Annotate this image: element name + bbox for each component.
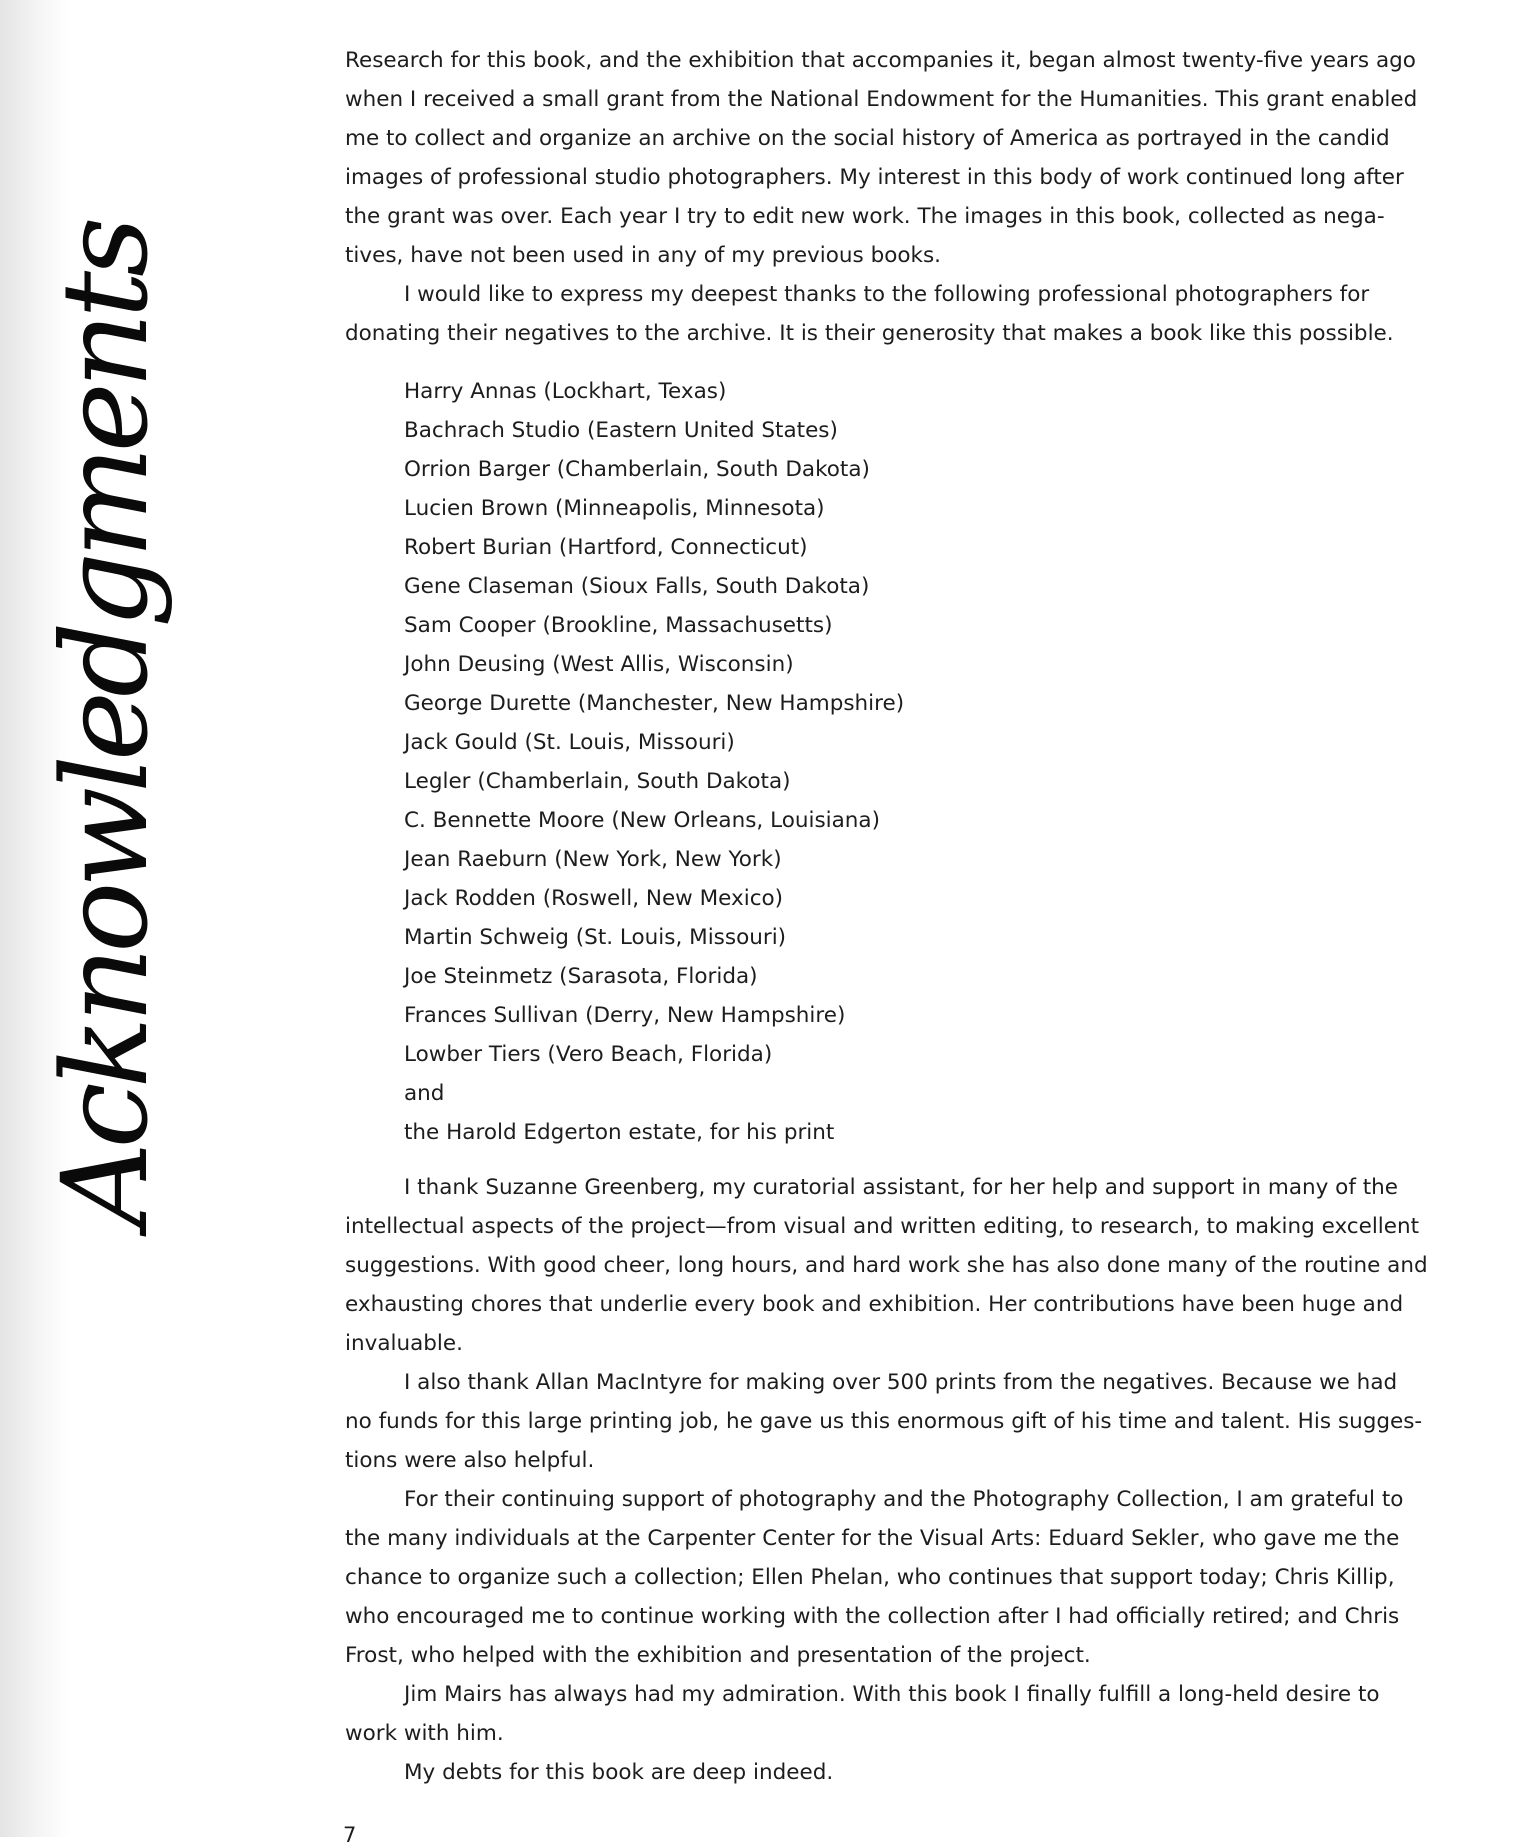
closing-line: suggestions. With good cheer, long hours, and hard work she has also done many of the routine and [345, 1253, 1428, 1278]
intro-line: Research for this book, and the exhibition that accompanies it, began almost twenty-five years ago [345, 48, 1416, 73]
photographer-item: Lucien Brown (Minneapolis, Minnesota) [404, 496, 825, 521]
closing-line: no funds for this large printing job, he gave us this enormous gift of his time and talent. His sugges- [345, 1409, 1423, 1434]
photographer-item: Sam Cooper (Brookline, Massachusetts) [404, 613, 833, 638]
closing-line: tions were also helpful. [345, 1448, 595, 1473]
closing-line: My debts for this book are deep indeed. [404, 1760, 834, 1785]
intro-line: when I received a small grant from the National Endowment for the Humanities. This grant enabled [345, 87, 1418, 112]
closing-line: I thank Suzanne Greenberg, my curatorial assistant, for her help and support in many of the [404, 1175, 1399, 1200]
photographer-item: Martin Schweig (St. Louis, Missouri) [404, 925, 787, 950]
page-number: 7 [343, 1823, 357, 1847]
closing-line: invaluable. [345, 1331, 463, 1356]
intro-line: I would like to express my deepest thanks to the following professional photographers for [404, 282, 1370, 307]
photographer-item: Jack Gould (St. Louis, Missouri) [404, 730, 735, 755]
closing-line: intellectual aspects of the project—from visual and written editing, to research, to making excellent [345, 1214, 1420, 1239]
closing-line: who encouraged me to continue working with the collection after I had officially retired; and Chris [345, 1604, 1400, 1629]
photographer-item: Orrion Barger (Chamberlain, South Dakota) [404, 457, 870, 482]
photographer-item: Gene Claseman (Sioux Falls, South Dakota) [404, 574, 870, 599]
photographer-item: John Deusing (West Allis, Wisconsin) [404, 652, 794, 677]
intro-line: me to collect and organize an archive on the social history of America as portrayed in the candid [345, 126, 1390, 151]
photographer-item: Legler (Chamberlain, South Dakota) [404, 769, 791, 794]
photographer-item: George Durette (Manchester, New Hampshire) [404, 691, 905, 716]
closing-line: the many individuals at the Carpenter Center for the Visual Arts: Eduard Sekler, who gave me the [345, 1526, 1400, 1551]
intro-line: donating their negatives to the archive. It is their generosity that makes a book like this possible. [345, 321, 1394, 346]
photographer-item: and [404, 1081, 445, 1106]
closing-line: chance to organize such a collection; Ellen Phelan, who continues that support today; Chris Killip, [345, 1565, 1395, 1590]
photographer-item: Harry Annas (Lockhart, Texas) [404, 379, 727, 404]
intro-line: tives, have not been used in any of my previous books. [345, 243, 942, 268]
intro-line: the grant was over. Each year I try to edit new work. The images in this book, collected as nega- [345, 204, 1385, 229]
photographer-item: Jean Raeburn (New York, New York) [404, 847, 782, 872]
photographer-item: Jack Rodden (Roswell, New Mexico) [404, 886, 784, 911]
photographer-item: Joe Steinmetz (Sarasota, Florida) [404, 964, 758, 989]
page-title: Acknowledgments [36, 222, 174, 1228]
photographer-item: Robert Burian (Hartford, Connecticut) [404, 535, 808, 560]
closing-line: work with him. [345, 1721, 504, 1746]
intro-line: images of professional studio photographers. My interest in this body of work continued long after [345, 165, 1404, 190]
closing-line: exhausting chores that underlie every book and exhibition. Her contributions have been huge and [345, 1292, 1404, 1317]
photographer-item: Lowber Tiers (Vero Beach, Florida) [404, 1042, 773, 1067]
closing-line: For their continuing support of photography and the Photography Collection, I am grateful to [404, 1487, 1404, 1512]
photographer-item: C. Bennette Moore (New Orleans, Louisiana) [404, 808, 880, 833]
photographer-item: the Harold Edgerton estate, for his print [404, 1120, 835, 1145]
closing-line: I also thank Allan MacIntyre for making over 500 prints from the negatives. Because we had [404, 1370, 1398, 1395]
closing-line: Jim Mairs has always had my admiration. With this book I finally fulfill a long-held desire to [404, 1682, 1380, 1707]
photographer-item: Bachrach Studio (Eastern United States) [404, 418, 838, 443]
photographer-item: Frances Sullivan (Derry, New Hampshire) [404, 1003, 846, 1028]
closing-line: Frost, who helped with the exhibition and presentation of the project. [345, 1643, 1091, 1668]
